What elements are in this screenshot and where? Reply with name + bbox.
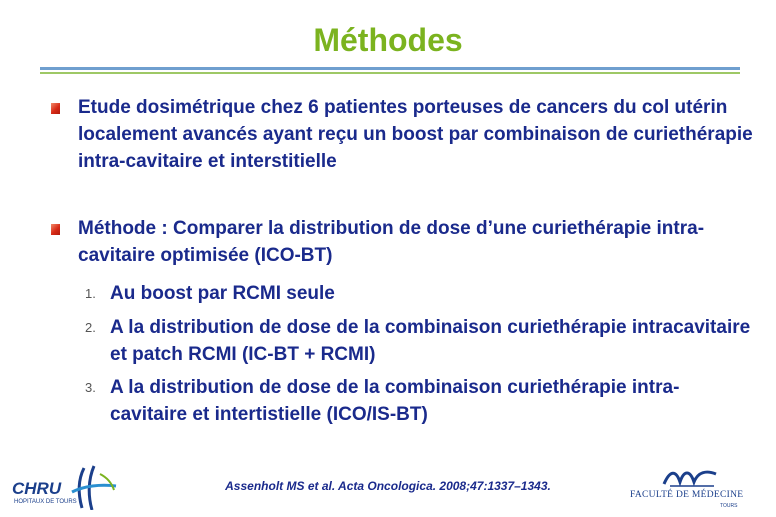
chru-logo [12, 462, 142, 510]
faculte-logo [630, 462, 760, 510]
item-text: A la distribution de dose de la combinaison curiethérapie intracavitaire et patch RCMI (IC-BT + RCMI) [110, 317, 751, 365]
faculte-emblem-icon [660, 464, 720, 488]
chru-logo-subtitle: HOPITAUX DE TOURS [14, 499, 77, 505]
item-text: Au boost par RCMI seule [110, 283, 335, 304]
title-divider-blue [40, 67, 740, 70]
citation: Assenholt MS et al. Acta Oncologica. 2008;47:1337–1343. [225, 479, 551, 493]
title-divider-green [40, 72, 740, 74]
item-text: A la distribution de dose de la combinaison curiethérapie intra-cavitaire et intertistielle (ICO/IS-BT) [110, 377, 680, 425]
bullet-square-icon [51, 224, 60, 235]
bullet-item: Etude dosimétrique chez 6 patientes porteuses de cancers du col utérin localement avancés ayant reçu un boost par combinaison de curiethérapie intra-cavitaire et interstitielle [78, 97, 753, 172]
bullet-item: Méthode : Comparer la distribution de dose d’une curiethérapie intra-cavitaire optimisée (ICO-BT) [78, 218, 705, 266]
slide-title: Méthodes [313, 22, 463, 58]
bullet-square-icon [51, 103, 60, 114]
chru-emblem-icon [64, 464, 124, 510]
item-number: 3. [85, 380, 96, 395]
faculte-logo-subtitle: TOURS [720, 503, 738, 509]
chru-logo-name: CHRU [12, 479, 62, 498]
item-number: 2. [85, 320, 96, 335]
faculte-logo-name: FACULTÉ DE MÉDECINE [630, 490, 744, 500]
item-number: 1. [85, 286, 96, 301]
